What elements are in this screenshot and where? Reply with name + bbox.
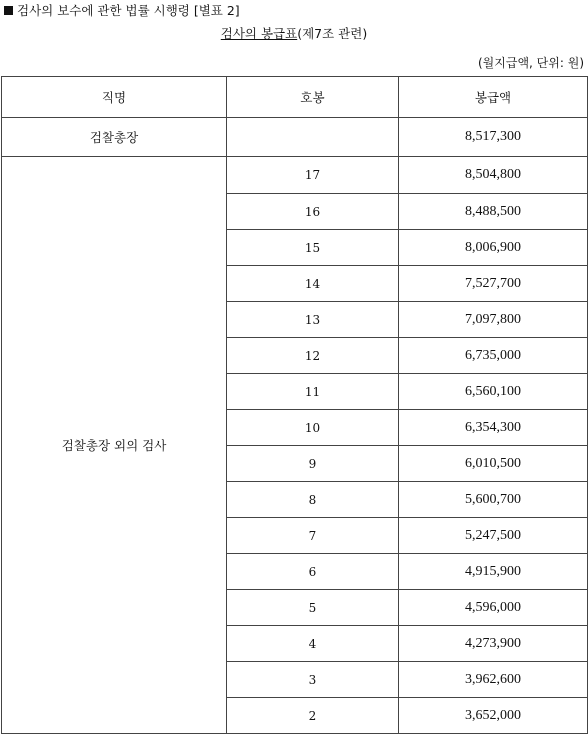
page-title [0, 24, 588, 42]
step-cell: 13 [227, 302, 399, 338]
amount-cell: 5,247,500 [399, 518, 588, 554]
step-cell: 5 [227, 590, 399, 626]
amount-cell: 6,354,300 [399, 410, 588, 446]
amount-cell: 7,097,800 [399, 302, 588, 338]
amount-cell: 8,504,800 [399, 157, 588, 194]
step-cell: 10 [227, 410, 399, 446]
page-title-main: 검사의 봉급표 [220, 26, 298, 41]
step-cell: 12 [227, 338, 399, 374]
amount-cell: 5,600,700 [399, 482, 588, 518]
step-cell: 15 [227, 230, 399, 266]
amount-cell: 8,517,300 [399, 118, 588, 157]
amount-cell: 6,010,500 [399, 446, 588, 482]
step-cell [227, 118, 399, 157]
amount-cell: 4,273,900 [399, 626, 588, 662]
step-cell: 8 [227, 482, 399, 518]
table-header-row [2, 77, 588, 118]
amount-cell: 4,915,900 [399, 554, 588, 590]
amount-cell: 8,488,500 [399, 194, 588, 230]
table-row-prosecutor-general [2, 118, 588, 157]
step-cell: 4 [227, 626, 399, 662]
square-bullet-icon [4, 6, 13, 15]
amount-cell: 8,006,900 [399, 230, 588, 266]
step-cell: 7 [227, 518, 399, 554]
step-cell: 6 [227, 554, 399, 590]
header-title: 검사의 보수에 관한 법률 시행령 [별표 2] [17, 3, 240, 18]
step-cell: 14 [227, 266, 399, 302]
rank-cell: 검찰총장 [2, 118, 227, 157]
amount-cell: 3,962,600 [399, 662, 588, 698]
unit-note: (월지급액, 단위: 원) [478, 56, 584, 70]
page-title-sub: (제7조 관련) [297, 26, 368, 41]
step-cell: 9 [227, 446, 399, 482]
step-cell: 2 [227, 698, 399, 734]
document-header [4, 1, 240, 19]
step-cell: 3 [227, 662, 399, 698]
step-cell: 11 [227, 374, 399, 410]
amount-cell: 6,560,100 [399, 374, 588, 410]
step-cell: 16 [227, 194, 399, 230]
rank-cell: 검찰총장 외의 검사 [2, 157, 227, 734]
column-header-step: 호봉 [227, 77, 399, 118]
table-row [2, 157, 588, 194]
amount-cell: 6,735,000 [399, 338, 588, 374]
amount-cell: 7,527,700 [399, 266, 588, 302]
column-header-amount: 봉급액 [399, 77, 588, 118]
step-cell: 17 [227, 157, 399, 194]
column-header-rank: 직명 [2, 77, 227, 118]
salary-table [1, 76, 588, 734]
amount-cell: 3,652,000 [399, 698, 588, 734]
amount-cell: 4,596,000 [399, 590, 588, 626]
